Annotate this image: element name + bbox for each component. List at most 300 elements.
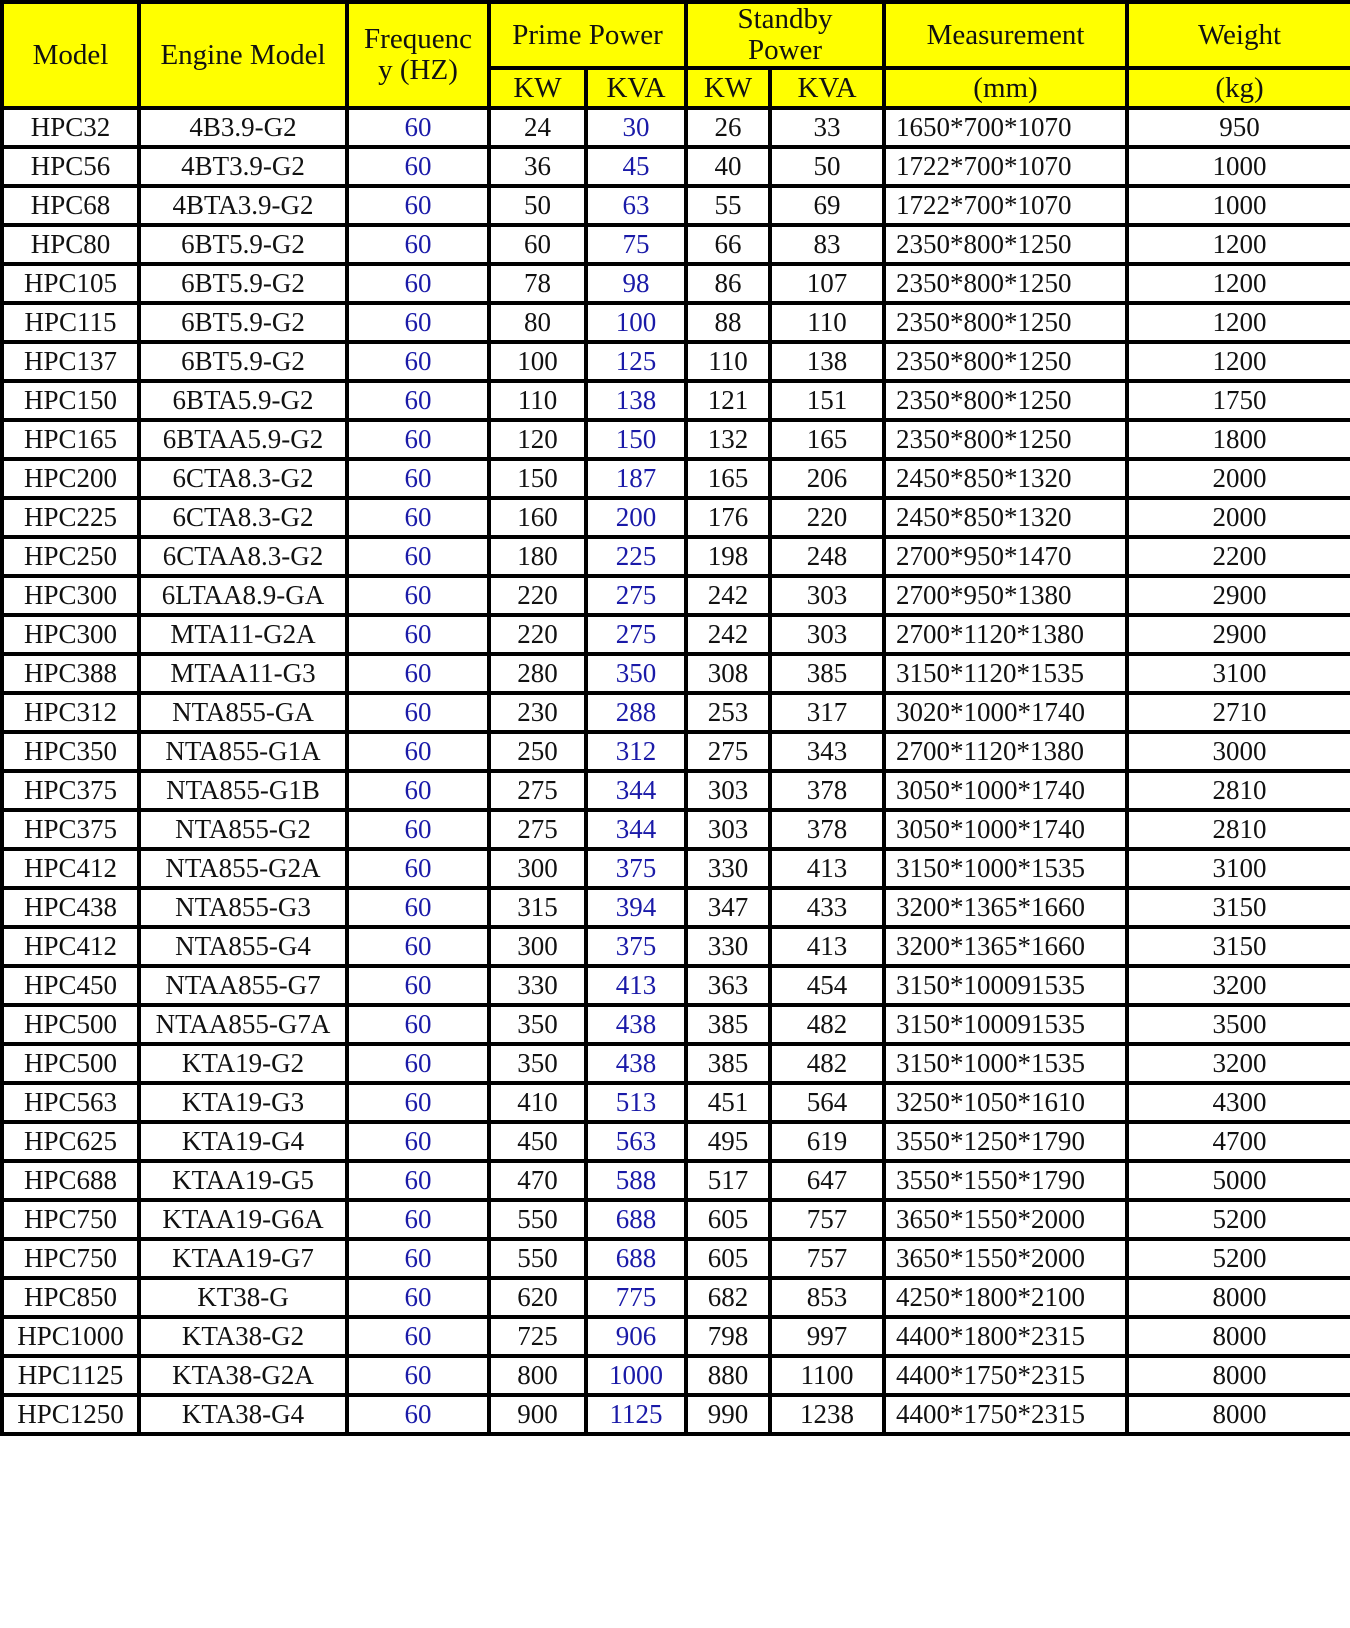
cell-weight: 1800 bbox=[1127, 420, 1350, 459]
cell-weight: 8000 bbox=[1127, 1356, 1350, 1395]
cell-standby-kva: 151 bbox=[770, 381, 884, 420]
cell-frequency: 60 bbox=[347, 108, 489, 147]
cell-standby-kw: 165 bbox=[686, 459, 770, 498]
cell-weight: 3200 bbox=[1127, 1044, 1350, 1083]
cell-model: HPC165 bbox=[2, 420, 139, 459]
cell-measurement: 4400*1750*2315 bbox=[884, 1395, 1127, 1434]
cell-frequency: 60 bbox=[347, 1200, 489, 1239]
cell-weight: 4700 bbox=[1127, 1122, 1350, 1161]
cell-model: HPC250 bbox=[2, 537, 139, 576]
cell-weight: 3150 bbox=[1127, 927, 1350, 966]
cell-frequency: 60 bbox=[347, 849, 489, 888]
cell-engine-model: NTA855-G1A bbox=[139, 732, 347, 771]
cell-model: HPC350 bbox=[2, 732, 139, 771]
cell-frequency: 60 bbox=[347, 1044, 489, 1083]
cell-standby-kva: 317 bbox=[770, 693, 884, 732]
cell-engine-model: 4BT3.9-G2 bbox=[139, 147, 347, 186]
cell-standby-kw: 385 bbox=[686, 1005, 770, 1044]
cell-prime-kw: 250 bbox=[489, 732, 586, 771]
cell-measurement: 3020*1000*1740 bbox=[884, 693, 1127, 732]
table-row bbox=[2, 537, 1350, 576]
cell-standby-kw: 66 bbox=[686, 225, 770, 264]
cell-engine-model: 6BT5.9-G2 bbox=[139, 225, 347, 264]
cell-prime-kva: 1125 bbox=[586, 1395, 686, 1434]
cell-frequency: 60 bbox=[347, 771, 489, 810]
cell-prime-kw: 410 bbox=[489, 1083, 586, 1122]
cell-model: HPC32 bbox=[2, 108, 139, 147]
table-row bbox=[2, 498, 1350, 537]
cell-weight: 8000 bbox=[1127, 1278, 1350, 1317]
cell-prime-kw: 275 bbox=[489, 771, 586, 810]
cell-prime-kw: 800 bbox=[489, 1356, 586, 1395]
cell-measurement: 2450*850*1320 bbox=[884, 498, 1127, 537]
cell-weight: 1200 bbox=[1127, 303, 1350, 342]
cell-engine-model: 6LTAA8.9-GA bbox=[139, 576, 347, 615]
header-model: Model bbox=[2, 2, 139, 108]
cell-measurement: 3550*1250*1790 bbox=[884, 1122, 1127, 1161]
cell-frequency: 60 bbox=[347, 264, 489, 303]
cell-frequency: 60 bbox=[347, 498, 489, 537]
cell-standby-kw: 303 bbox=[686, 810, 770, 849]
table-row bbox=[2, 1356, 1350, 1395]
table-row bbox=[2, 1239, 1350, 1278]
table-row bbox=[2, 420, 1350, 459]
cell-engine-model: 6BT5.9-G2 bbox=[139, 342, 347, 381]
cell-model: HPC375 bbox=[2, 771, 139, 810]
table-row bbox=[2, 225, 1350, 264]
header-standby-kva: KVA bbox=[770, 68, 884, 108]
cell-standby-kva: 303 bbox=[770, 576, 884, 615]
table-row bbox=[2, 1044, 1350, 1083]
header-measurement: Measurement bbox=[884, 2, 1127, 68]
cell-standby-kva: 433 bbox=[770, 888, 884, 927]
cell-engine-model: KTA19-G3 bbox=[139, 1083, 347, 1122]
cell-model: HPC850 bbox=[2, 1278, 139, 1317]
cell-prime-kw: 280 bbox=[489, 654, 586, 693]
cell-prime-kva: 125 bbox=[586, 342, 686, 381]
cell-standby-kw: 990 bbox=[686, 1395, 770, 1434]
cell-prime-kva: 350 bbox=[586, 654, 686, 693]
cell-standby-kw: 682 bbox=[686, 1278, 770, 1317]
cell-frequency: 60 bbox=[347, 732, 489, 771]
cell-standby-kva: 378 bbox=[770, 771, 884, 810]
cell-measurement: 3550*1550*1790 bbox=[884, 1161, 1127, 1200]
header-prime-kw: KW bbox=[489, 68, 586, 108]
cell-standby-kw: 495 bbox=[686, 1122, 770, 1161]
cell-engine-model: 4BTA3.9-G2 bbox=[139, 186, 347, 225]
cell-frequency: 60 bbox=[347, 147, 489, 186]
header-weight: Weight bbox=[1127, 2, 1350, 68]
cell-frequency: 60 bbox=[347, 1395, 489, 1434]
cell-standby-kw: 176 bbox=[686, 498, 770, 537]
cell-engine-model: KT38-G bbox=[139, 1278, 347, 1317]
cell-weight: 2900 bbox=[1127, 576, 1350, 615]
cell-measurement: 1722*700*1070 bbox=[884, 186, 1127, 225]
cell-measurement: 2350*800*1250 bbox=[884, 342, 1127, 381]
cell-prime-kw: 350 bbox=[489, 1005, 586, 1044]
cell-model: HPC56 bbox=[2, 147, 139, 186]
cell-weight: 1200 bbox=[1127, 264, 1350, 303]
cell-prime-kw: 220 bbox=[489, 615, 586, 654]
cell-engine-model: NTA855-G1B bbox=[139, 771, 347, 810]
table-row bbox=[2, 264, 1350, 303]
cell-standby-kw: 242 bbox=[686, 615, 770, 654]
table-row bbox=[2, 381, 1350, 420]
cell-model: HPC750 bbox=[2, 1200, 139, 1239]
cell-engine-model: 6BT5.9-G2 bbox=[139, 303, 347, 342]
cell-standby-kw: 880 bbox=[686, 1356, 770, 1395]
cell-weight: 5200 bbox=[1127, 1200, 1350, 1239]
table-row bbox=[2, 771, 1350, 810]
cell-standby-kw: 55 bbox=[686, 186, 770, 225]
cell-weight: 3100 bbox=[1127, 654, 1350, 693]
cell-prime-kva: 688 bbox=[586, 1200, 686, 1239]
cell-weight: 5200 bbox=[1127, 1239, 1350, 1278]
cell-standby-kva: 385 bbox=[770, 654, 884, 693]
header-frequency-line2: y (HZ) bbox=[378, 54, 458, 86]
cell-engine-model: 6BTA5.9-G2 bbox=[139, 381, 347, 420]
cell-model: HPC300 bbox=[2, 576, 139, 615]
cell-standby-kw: 451 bbox=[686, 1083, 770, 1122]
cell-model: HPC412 bbox=[2, 927, 139, 966]
cell-standby-kw: 347 bbox=[686, 888, 770, 927]
cell-standby-kva: 33 bbox=[770, 108, 884, 147]
cell-engine-model: KTAA19-G6A bbox=[139, 1200, 347, 1239]
cell-prime-kw: 100 bbox=[489, 342, 586, 381]
cell-prime-kva: 75 bbox=[586, 225, 686, 264]
cell-engine-model: 6BT5.9-G2 bbox=[139, 264, 347, 303]
cell-standby-kva: 248 bbox=[770, 537, 884, 576]
cell-measurement: 2350*800*1250 bbox=[884, 420, 1127, 459]
cell-model: HPC625 bbox=[2, 1122, 139, 1161]
cell-prime-kw: 24 bbox=[489, 108, 586, 147]
cell-weight: 1200 bbox=[1127, 342, 1350, 381]
cell-engine-model: NTAA855-G7 bbox=[139, 966, 347, 1005]
cell-engine-model: NTA855-G2 bbox=[139, 810, 347, 849]
cell-measurement: 2350*800*1250 bbox=[884, 381, 1127, 420]
cell-prime-kw: 330 bbox=[489, 966, 586, 1005]
cell-standby-kva: 165 bbox=[770, 420, 884, 459]
cell-frequency: 60 bbox=[347, 186, 489, 225]
cell-standby-kva: 482 bbox=[770, 1005, 884, 1044]
cell-weight: 950 bbox=[1127, 108, 1350, 147]
cell-standby-kva: 138 bbox=[770, 342, 884, 381]
cell-prime-kva: 375 bbox=[586, 927, 686, 966]
table-row bbox=[2, 654, 1350, 693]
cell-standby-kva: 83 bbox=[770, 225, 884, 264]
cell-prime-kw: 450 bbox=[489, 1122, 586, 1161]
cell-standby-kw: 198 bbox=[686, 537, 770, 576]
cell-prime-kva: 63 bbox=[586, 186, 686, 225]
cell-prime-kw: 60 bbox=[489, 225, 586, 264]
table-row bbox=[2, 1278, 1350, 1317]
cell-prime-kva: 187 bbox=[586, 459, 686, 498]
cell-weight: 2810 bbox=[1127, 810, 1350, 849]
table-row bbox=[2, 1083, 1350, 1122]
cell-prime-kva: 344 bbox=[586, 810, 686, 849]
cell-measurement: 3650*1550*2000 bbox=[884, 1200, 1127, 1239]
cell-frequency: 60 bbox=[347, 381, 489, 420]
cell-model: HPC688 bbox=[2, 1161, 139, 1200]
cell-standby-kva: 997 bbox=[770, 1317, 884, 1356]
table-row bbox=[2, 147, 1350, 186]
cell-measurement: 2450*850*1320 bbox=[884, 459, 1127, 498]
cell-weight: 3100 bbox=[1127, 849, 1350, 888]
cell-model: HPC438 bbox=[2, 888, 139, 927]
cell-measurement: 2700*1120*1380 bbox=[884, 615, 1127, 654]
cell-standby-kva: 454 bbox=[770, 966, 884, 1005]
cell-measurement: 3650*1550*2000 bbox=[884, 1239, 1127, 1278]
cell-weight: 2900 bbox=[1127, 615, 1350, 654]
cell-weight: 3150 bbox=[1127, 888, 1350, 927]
cell-standby-kw: 308 bbox=[686, 654, 770, 693]
cell-frequency: 60 bbox=[347, 576, 489, 615]
cell-standby-kw: 605 bbox=[686, 1239, 770, 1278]
cell-frequency: 60 bbox=[347, 1317, 489, 1356]
cell-measurement: 2350*800*1250 bbox=[884, 264, 1127, 303]
header-frequency-line1: Frequenc bbox=[364, 23, 472, 55]
cell-prime-kva: 394 bbox=[586, 888, 686, 927]
cell-prime-kva: 200 bbox=[586, 498, 686, 537]
cell-standby-kw: 303 bbox=[686, 771, 770, 810]
cell-frequency: 60 bbox=[347, 225, 489, 264]
cell-engine-model: KTA19-G2 bbox=[139, 1044, 347, 1083]
cell-model: HPC1250 bbox=[2, 1395, 139, 1434]
cell-prime-kva: 438 bbox=[586, 1044, 686, 1083]
table-row bbox=[2, 732, 1350, 771]
cell-measurement: 3150*100091535 bbox=[884, 1005, 1127, 1044]
cell-model: HPC115 bbox=[2, 303, 139, 342]
cell-standby-kva: 757 bbox=[770, 1239, 884, 1278]
cell-prime-kva: 275 bbox=[586, 576, 686, 615]
header-standby-line2: Power bbox=[747, 34, 823, 66]
cell-engine-model: 6CTAA8.3-G2 bbox=[139, 537, 347, 576]
cell-engine-model: 6CTA8.3-G2 bbox=[139, 498, 347, 537]
cell-measurement: 1650*700*1070 bbox=[884, 108, 1127, 147]
cell-standby-kw: 242 bbox=[686, 576, 770, 615]
cell-frequency: 60 bbox=[347, 342, 489, 381]
cell-prime-kva: 563 bbox=[586, 1122, 686, 1161]
cell-weight: 8000 bbox=[1127, 1317, 1350, 1356]
cell-frequency: 60 bbox=[347, 615, 489, 654]
cell-standby-kw: 363 bbox=[686, 966, 770, 1005]
cell-measurement: 2350*800*1250 bbox=[884, 303, 1127, 342]
header-frequency bbox=[347, 2, 489, 108]
cell-weight: 2710 bbox=[1127, 693, 1350, 732]
cell-model: HPC80 bbox=[2, 225, 139, 264]
cell-weight: 5000 bbox=[1127, 1161, 1350, 1200]
cell-prime-kva: 100 bbox=[586, 303, 686, 342]
cell-standby-kva: 206 bbox=[770, 459, 884, 498]
cell-prime-kva: 344 bbox=[586, 771, 686, 810]
cell-weight: 2000 bbox=[1127, 459, 1350, 498]
cell-model: HPC375 bbox=[2, 810, 139, 849]
table-row bbox=[2, 849, 1350, 888]
cell-prime-kw: 350 bbox=[489, 1044, 586, 1083]
cell-prime-kva: 138 bbox=[586, 381, 686, 420]
table-row bbox=[2, 1161, 1350, 1200]
cell-prime-kva: 1000 bbox=[586, 1356, 686, 1395]
cell-standby-kva: 343 bbox=[770, 732, 884, 771]
table-row bbox=[2, 927, 1350, 966]
cell-weight: 3500 bbox=[1127, 1005, 1350, 1044]
cell-prime-kw: 725 bbox=[489, 1317, 586, 1356]
cell-measurement: 2700*950*1470 bbox=[884, 537, 1127, 576]
cell-model: HPC1000 bbox=[2, 1317, 139, 1356]
cell-prime-kva: 775 bbox=[586, 1278, 686, 1317]
cell-engine-model: KTA38-G2A bbox=[139, 1356, 347, 1395]
cell-standby-kva: 107 bbox=[770, 264, 884, 303]
cell-model: HPC312 bbox=[2, 693, 139, 732]
cell-weight: 4300 bbox=[1127, 1083, 1350, 1122]
table-row bbox=[2, 615, 1350, 654]
cell-prime-kw: 550 bbox=[489, 1239, 586, 1278]
cell-prime-kw: 110 bbox=[489, 381, 586, 420]
cell-prime-kw: 470 bbox=[489, 1161, 586, 1200]
cell-standby-kva: 220 bbox=[770, 498, 884, 537]
cell-standby-kva: 647 bbox=[770, 1161, 884, 1200]
cell-standby-kw: 121 bbox=[686, 381, 770, 420]
header-standby-kw: KW bbox=[686, 68, 770, 108]
cell-engine-model: NTA855-GA bbox=[139, 693, 347, 732]
cell-standby-kva: 413 bbox=[770, 849, 884, 888]
cell-engine-model: 4B3.9-G2 bbox=[139, 108, 347, 147]
cell-frequency: 60 bbox=[347, 654, 489, 693]
table-row bbox=[2, 342, 1350, 381]
cell-standby-kva: 50 bbox=[770, 147, 884, 186]
table-row bbox=[2, 1395, 1350, 1434]
table-row bbox=[2, 888, 1350, 927]
table-row bbox=[2, 693, 1350, 732]
cell-standby-kva: 757 bbox=[770, 1200, 884, 1239]
cell-model: HPC450 bbox=[2, 966, 139, 1005]
header-standby-power bbox=[686, 2, 884, 68]
cell-prime-kw: 550 bbox=[489, 1200, 586, 1239]
cell-measurement: 3150*100091535 bbox=[884, 966, 1127, 1005]
table-row bbox=[2, 810, 1350, 849]
cell-standby-kw: 132 bbox=[686, 420, 770, 459]
table-row bbox=[2, 576, 1350, 615]
cell-frequency: 60 bbox=[347, 1122, 489, 1161]
cell-prime-kw: 160 bbox=[489, 498, 586, 537]
header-prime-power: Prime Power bbox=[489, 2, 686, 68]
cell-frequency: 60 bbox=[347, 927, 489, 966]
cell-prime-kw: 80 bbox=[489, 303, 586, 342]
cell-engine-model: NTA855-G4 bbox=[139, 927, 347, 966]
cell-weight: 2810 bbox=[1127, 771, 1350, 810]
cell-measurement: 3250*1050*1610 bbox=[884, 1083, 1127, 1122]
table-row bbox=[2, 966, 1350, 1005]
cell-engine-model: NTAA855-G7A bbox=[139, 1005, 347, 1044]
cell-measurement: 4400*1800*2315 bbox=[884, 1317, 1127, 1356]
cell-standby-kva: 69 bbox=[770, 186, 884, 225]
cell-model: HPC1125 bbox=[2, 1356, 139, 1395]
cell-model: HPC412 bbox=[2, 849, 139, 888]
cell-measurement: 2350*800*1250 bbox=[884, 225, 1127, 264]
cell-standby-kw: 40 bbox=[686, 147, 770, 186]
cell-standby-kw: 385 bbox=[686, 1044, 770, 1083]
cell-prime-kw: 180 bbox=[489, 537, 586, 576]
cell-measurement: 3050*1000*1740 bbox=[884, 810, 1127, 849]
cell-measurement: 3150*1000*1535 bbox=[884, 1044, 1127, 1083]
cell-prime-kw: 230 bbox=[489, 693, 586, 732]
cell-prime-kva: 45 bbox=[586, 147, 686, 186]
cell-measurement: 4250*1800*2100 bbox=[884, 1278, 1127, 1317]
table-row bbox=[2, 1200, 1350, 1239]
cell-standby-kva: 853 bbox=[770, 1278, 884, 1317]
cell-engine-model: 6BTAA5.9-G2 bbox=[139, 420, 347, 459]
cell-engine-model: MTAA11-G3 bbox=[139, 654, 347, 693]
cell-prime-kw: 120 bbox=[489, 420, 586, 459]
cell-frequency: 60 bbox=[347, 459, 489, 498]
cell-model: HPC105 bbox=[2, 264, 139, 303]
cell-prime-kw: 620 bbox=[489, 1278, 586, 1317]
cell-standby-kw: 253 bbox=[686, 693, 770, 732]
cell-frequency: 60 bbox=[347, 537, 489, 576]
cell-prime-kw: 315 bbox=[489, 888, 586, 927]
cell-standby-kw: 798 bbox=[686, 1317, 770, 1356]
cell-frequency: 60 bbox=[347, 1239, 489, 1278]
cell-frequency: 60 bbox=[347, 966, 489, 1005]
table-header bbox=[2, 2, 1350, 108]
cell-frequency: 60 bbox=[347, 1083, 489, 1122]
table-row bbox=[2, 186, 1350, 225]
cell-standby-kva: 1238 bbox=[770, 1395, 884, 1434]
cell-prime-kva: 98 bbox=[586, 264, 686, 303]
cell-weight: 2000 bbox=[1127, 498, 1350, 537]
cell-frequency: 60 bbox=[347, 888, 489, 927]
cell-frequency: 60 bbox=[347, 810, 489, 849]
cell-prime-kva: 312 bbox=[586, 732, 686, 771]
cell-prime-kva: 225 bbox=[586, 537, 686, 576]
cell-prime-kva: 413 bbox=[586, 966, 686, 1005]
cell-model: HPC68 bbox=[2, 186, 139, 225]
cell-prime-kva: 275 bbox=[586, 615, 686, 654]
cell-standby-kw: 517 bbox=[686, 1161, 770, 1200]
table-row bbox=[2, 303, 1350, 342]
cell-prime-kva: 513 bbox=[586, 1083, 686, 1122]
cell-prime-kw: 150 bbox=[489, 459, 586, 498]
cell-frequency: 60 bbox=[347, 693, 489, 732]
cell-prime-kva: 375 bbox=[586, 849, 686, 888]
cell-model: HPC500 bbox=[2, 1005, 139, 1044]
cell-engine-model: KTA38-G4 bbox=[139, 1395, 347, 1434]
cell-weight: 3000 bbox=[1127, 732, 1350, 771]
cell-model: HPC150 bbox=[2, 381, 139, 420]
cell-prime-kva: 588 bbox=[586, 1161, 686, 1200]
cell-weight: 1000 bbox=[1127, 147, 1350, 186]
cell-standby-kw: 605 bbox=[686, 1200, 770, 1239]
cell-engine-model: KTAA19-G5 bbox=[139, 1161, 347, 1200]
cell-prime-kw: 220 bbox=[489, 576, 586, 615]
cell-measurement: 1722*700*1070 bbox=[884, 147, 1127, 186]
table-row bbox=[2, 459, 1350, 498]
table-row bbox=[2, 1005, 1350, 1044]
cell-model: HPC200 bbox=[2, 459, 139, 498]
header-engine-model: Engine Model bbox=[139, 2, 347, 108]
cell-frequency: 60 bbox=[347, 420, 489, 459]
cell-standby-kw: 330 bbox=[686, 849, 770, 888]
cell-prime-kva: 288 bbox=[586, 693, 686, 732]
header-standby-line1: Standby bbox=[737, 3, 833, 35]
cell-measurement: 4400*1750*2315 bbox=[884, 1356, 1127, 1395]
cell-engine-model: 6CTA8.3-G2 bbox=[139, 459, 347, 498]
cell-engine-model: NTA855-G2A bbox=[139, 849, 347, 888]
cell-model: HPC300 bbox=[2, 615, 139, 654]
cell-measurement: 2700*950*1380 bbox=[884, 576, 1127, 615]
cell-standby-kva: 482 bbox=[770, 1044, 884, 1083]
cell-standby-kva: 619 bbox=[770, 1122, 884, 1161]
